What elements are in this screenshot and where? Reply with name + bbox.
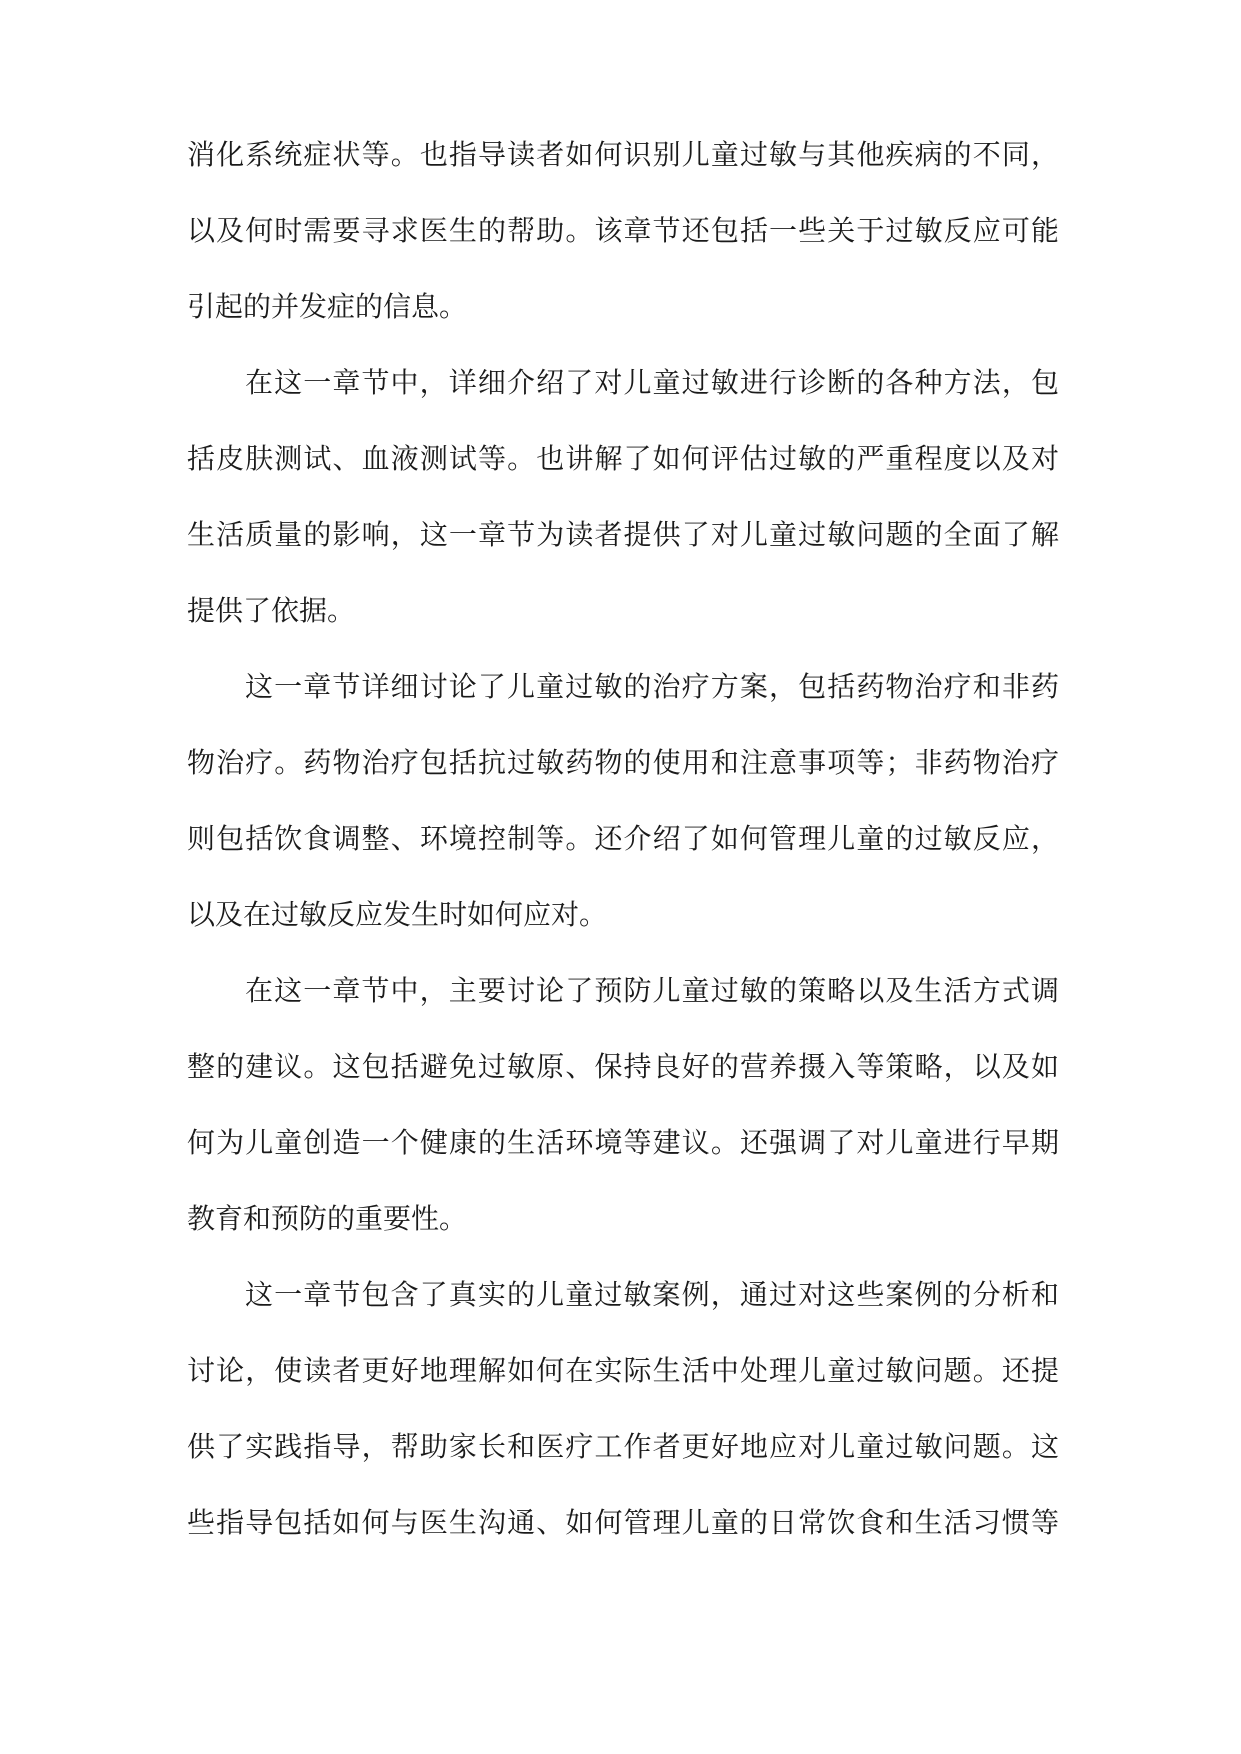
- paragraph-line: 提供了依据。: [187, 594, 356, 627]
- paragraph-5: [187, 1276, 1059, 1580]
- paragraph-line: 生活质量的影响，这一章节为读者提供了对儿童过敏问题的全面了解: [187, 518, 1059, 551]
- paragraph-line: 供了实践指导，帮助家长和医疗工作者更好地应对儿童过敏问题。这: [187, 1430, 1059, 1463]
- paragraph-line: 以及在过敏反应发生时如何应对。: [187, 898, 608, 931]
- paragraph-4: [187, 972, 1059, 1276]
- paragraph-line: 何为儿童创造一个健康的生活环境等建议。还强调了对儿童进行早期: [187, 1126, 1059, 1159]
- paragraph-2: [187, 364, 1059, 668]
- paragraph-line: 教育和预防的重要性。: [187, 1202, 468, 1235]
- paragraph-line: 引起的并发症的信息。: [187, 290, 468, 323]
- paragraph-line: 以及何时需要寻求医生的帮助。该章节还包括一些关于过敏反应可能: [187, 214, 1059, 247]
- paragraph-line: 则包括饮食调整、环境控制等。还介绍了如何管理儿童的过敏反应，: [187, 822, 1059, 855]
- paragraph-1: [187, 136, 1059, 364]
- paragraph-3: [187, 668, 1059, 972]
- paragraph-line: 这一章节包含了真实的儿童过敏案例，通过对这些案例的分析和: [245, 1278, 1059, 1311]
- paragraph-line: 物治疗。药物治疗包括抗过敏药物的使用和注意事项等；非药物治疗: [187, 746, 1059, 779]
- paragraph-line: 在这一章节中，详细介绍了对儿童过敏进行诊断的各种方法，包: [245, 366, 1059, 399]
- paragraph-line: 整的建议。这包括避免过敏原、保持良好的营养摄入等策略，以及如: [187, 1050, 1059, 1083]
- paragraph-line: 讨论，使读者更好地理解如何在实际生活中处理儿童过敏问题。还提: [187, 1354, 1059, 1387]
- paragraph-line: 括皮肤测试、血液测试等。也讲解了如何评估过敏的严重程度以及对: [187, 442, 1059, 475]
- paragraph-line: 这一章节详细讨论了儿童过敏的治疗方案，包括药物治疗和非药: [245, 670, 1059, 703]
- paragraph-line: 些指导包括如何与医生沟通、如何管理儿童的日常饮食和生活习惯等: [187, 1506, 1059, 1539]
- document-body: [187, 136, 1059, 1580]
- paragraph-line: 在这一章节中，主要讨论了预防儿童过敏的策略以及生活方式调: [245, 974, 1059, 1007]
- paragraph-line: 消化系统症状等。也指导读者如何识别儿童过敏与其他疾病的不同，: [187, 138, 1059, 171]
